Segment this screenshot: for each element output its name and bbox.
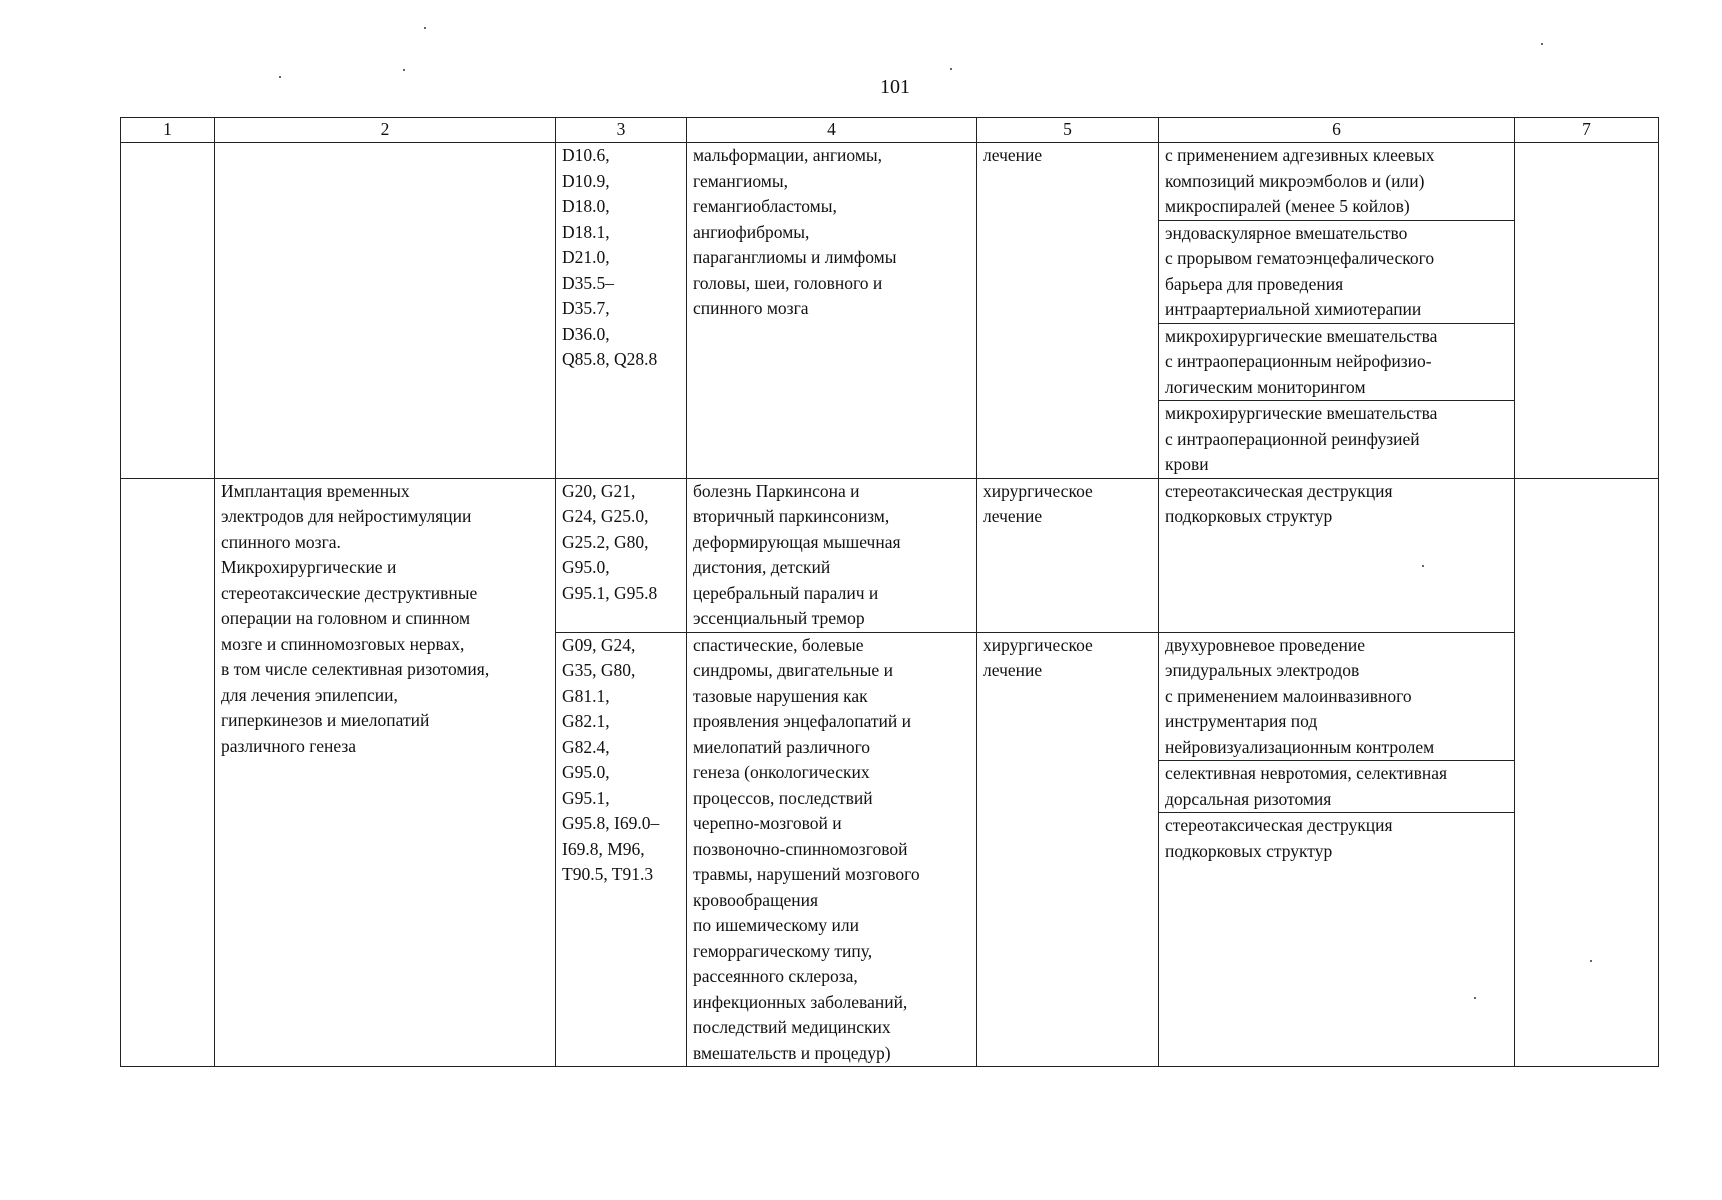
cell-line: барьера для проведения	[1165, 273, 1344, 294]
main-table	[120, 117, 1659, 1067]
cell-line: G95.0,	[562, 557, 610, 577]
cell-line: G82.1,	[562, 711, 610, 731]
cell-treatment	[977, 478, 1159, 632]
cell-line: логическим мониторингом	[1165, 376, 1366, 397]
cell-line: операции на головном и спинном	[221, 608, 471, 628]
method-entry	[1159, 479, 1514, 530]
header-row	[121, 118, 1659, 143]
cell-line: головы, шеи, головного и	[693, 272, 883, 293]
cell-line: рассеянного склероза,	[693, 966, 858, 986]
cell-line: интраартериальной химиотерапии	[1165, 299, 1422, 319]
cell-line: микрохирургические вмешательства	[1165, 325, 1438, 346]
cell-line: I69.8, M96,	[562, 838, 645, 859]
cell-line: спинного мозга	[693, 298, 809, 318]
cell-line: G24, G25.0,	[562, 506, 649, 526]
col-header-2: 2	[215, 118, 556, 143]
cell-line: D35.5–	[562, 272, 615, 293]
cell-line: травмы, нарушений мозгового	[693, 864, 920, 884]
cell-line: лечение	[983, 145, 1043, 165]
cell-line: болезнь Паркинсона и	[693, 480, 860, 501]
cell-line: по ишемическому или	[693, 915, 860, 935]
cell-line: миелопатий различного	[693, 736, 871, 757]
cell-line: в том числе селективная ризотомия,	[221, 659, 490, 679]
scan-speck	[1590, 960, 1592, 962]
cell-line: кровообращения	[693, 889, 819, 910]
table-row	[121, 143, 1659, 479]
cell-line: D21.0,	[562, 247, 610, 267]
cell-line: с применением адгезивных клеевых	[1165, 145, 1435, 165]
cell-line: геморрагическому типу,	[693, 940, 873, 961]
cell-col7	[1515, 478, 1659, 1067]
cell-line: G81.1,	[562, 685, 610, 706]
cell-line: инструментария под	[1165, 711, 1318, 731]
scan-speck	[1541, 43, 1543, 45]
cell-line: генеза (онкологических	[693, 762, 870, 782]
cell-line: G95.8, I69.0–	[562, 813, 660, 833]
cell-line: стереотаксические деструктивные	[221, 582, 478, 603]
cell-line: микроспиралей (менее 5 койлов)	[1165, 196, 1410, 216]
cell-line: церебральный паралич и	[693, 582, 879, 603]
cell-line: D36.0,	[562, 323, 610, 344]
cell-line: D18.0,	[562, 196, 610, 216]
cell-line: подкорковых структур	[1165, 840, 1333, 861]
cell-line: дистония, детский	[693, 557, 831, 577]
cell-line: хирургическое	[983, 480, 1093, 501]
col-header-5: 5	[977, 118, 1159, 143]
cell-line: с интраоперационным нейрофизио-	[1165, 351, 1432, 371]
cell-codes	[556, 632, 687, 1067]
cell-condition	[687, 632, 977, 1067]
cell-line: синдромы, двигательные и	[693, 660, 893, 680]
cell-col1	[121, 478, 215, 1067]
cell-line: Микрохирургические и	[221, 557, 397, 577]
table-row	[121, 478, 1659, 632]
col-header-7: 7	[1515, 118, 1659, 143]
cell-line: G20, G21,	[562, 480, 636, 501]
cell-line: ангиофибромы,	[693, 221, 810, 242]
cell-condition	[687, 478, 977, 632]
col-header-3: 3	[556, 118, 687, 143]
cell-col1	[121, 143, 215, 479]
cell-treatment	[977, 632, 1159, 1067]
cell-methods	[1159, 632, 1515, 1067]
cell-line: лечение	[983, 660, 1043, 680]
cell-line: вторичный паркинсонизм,	[693, 506, 890, 526]
cell-line: инфекционных заболеваний,	[693, 991, 908, 1012]
scan-speck	[403, 69, 405, 71]
cell-line: тазовые нарушения как	[693, 685, 868, 706]
cell-line: деформирующая мышечная	[693, 531, 901, 552]
page-number: 101	[880, 76, 910, 98]
cell-line: двухуровневое проведение	[1165, 634, 1366, 655]
cell-line: для лечения эпилепсии,	[221, 684, 398, 705]
scan-speck	[1474, 997, 1476, 999]
cell-line: G09, G24,	[562, 634, 636, 655]
cell-line: вмешательств и процедур)	[693, 1042, 891, 1063]
cell-line: селективная невротомия, селективная	[1165, 763, 1448, 783]
cell-line: дорсальная ризотомия	[1165, 788, 1332, 809]
col-header-1: 1	[121, 118, 215, 143]
method-entry	[1159, 401, 1514, 478]
method-entry	[1159, 761, 1514, 813]
cell-line: крови	[1165, 454, 1209, 474]
cell-condition	[687, 143, 977, 479]
cell-line: параганглиомы и лимфомы	[693, 247, 897, 267]
cell-name	[215, 478, 556, 1067]
cell-line: подкорковых структур	[1165, 506, 1333, 526]
cell-line: с применением малоинвазивного	[1165, 685, 1412, 706]
method-entry	[1159, 324, 1514, 402]
cell-line: проявления энцефалопатий и	[693, 711, 912, 731]
cell-line: стереотаксическая деструкция	[1165, 815, 1393, 835]
cell-line: Имплантация временных	[221, 480, 410, 501]
cell-line: эссенциальный тремор	[693, 608, 865, 628]
cell-line: эпидуральных электродов	[1165, 660, 1360, 680]
method-entry	[1159, 221, 1514, 324]
cell-line: D10.9,	[562, 170, 610, 191]
cell-line: различного генеза	[221, 735, 357, 756]
cell-line: электродов для нейростимуляции	[221, 506, 472, 526]
cell-line: микрохирургические вмешательства	[1165, 403, 1438, 423]
cell-line: стереотаксическая деструкция	[1165, 480, 1393, 501]
cell-line: Q85.8, Q28.8	[562, 349, 658, 369]
method-entry	[1159, 633, 1514, 762]
method-entry	[1159, 813, 1514, 864]
cell-line: мозге и спинномозговых нервах,	[221, 633, 465, 654]
cell-line: процессов, последствий	[693, 787, 873, 808]
cell-line: D18.1,	[562, 221, 610, 242]
cell-line: D10.6,	[562, 145, 610, 165]
method-entry	[1159, 143, 1514, 221]
cell-line: гиперкинезов и миелопатий	[221, 710, 430, 730]
cell-codes	[556, 143, 687, 479]
cell-methods	[1159, 143, 1515, 479]
cell-line: T90.5, T91.3	[562, 864, 654, 884]
cell-methods	[1159, 478, 1515, 632]
cell-line: нейровизуализационным контролем	[1165, 736, 1435, 757]
cell-line: спастические, болевые	[693, 634, 864, 655]
cell-col7	[1515, 143, 1659, 479]
cell-line: гемангиобластомы,	[693, 196, 837, 216]
cell-line: D35.7,	[562, 298, 610, 318]
cell-line: черепно-мозговой и	[693, 813, 842, 833]
cell-codes	[556, 478, 687, 632]
scan-speck	[424, 27, 426, 29]
cell-name	[215, 143, 556, 479]
col-header-4: 4	[687, 118, 977, 143]
cell-line: G95.1,	[562, 787, 610, 808]
cell-line: с интраоперационной реинфузией	[1165, 428, 1420, 449]
cell-treatment	[977, 143, 1159, 479]
cell-line: композиций микроэмболов и (или)	[1165, 170, 1425, 191]
cell-line: G95.1, G95.8	[562, 582, 658, 603]
cell-line: G82.4,	[562, 736, 610, 757]
cell-line: G35, G80,	[562, 660, 636, 680]
cell-line: лечение	[983, 506, 1043, 526]
scan-speck	[950, 68, 952, 70]
cell-line: мальформации, ангиомы,	[693, 145, 883, 165]
scan-speck	[1422, 565, 1424, 567]
scan-speck	[279, 76, 281, 78]
cell-line: G25.2, G80,	[562, 531, 649, 552]
cell-line: G95.0,	[562, 762, 610, 782]
col-header-6: 6	[1159, 118, 1515, 143]
cell-line: хирургическое	[983, 634, 1093, 655]
cell-line: позвоночно-спинномозговой	[693, 838, 908, 859]
cell-line: эндоваскулярное вмешательство	[1165, 222, 1408, 243]
cell-line: спинного мозга.	[221, 531, 341, 552]
cell-line: с прорывом гематоэнцефалического	[1165, 248, 1435, 268]
cell-line: гемангиомы,	[693, 170, 788, 191]
cell-line: последствий медицинских	[693, 1017, 891, 1037]
